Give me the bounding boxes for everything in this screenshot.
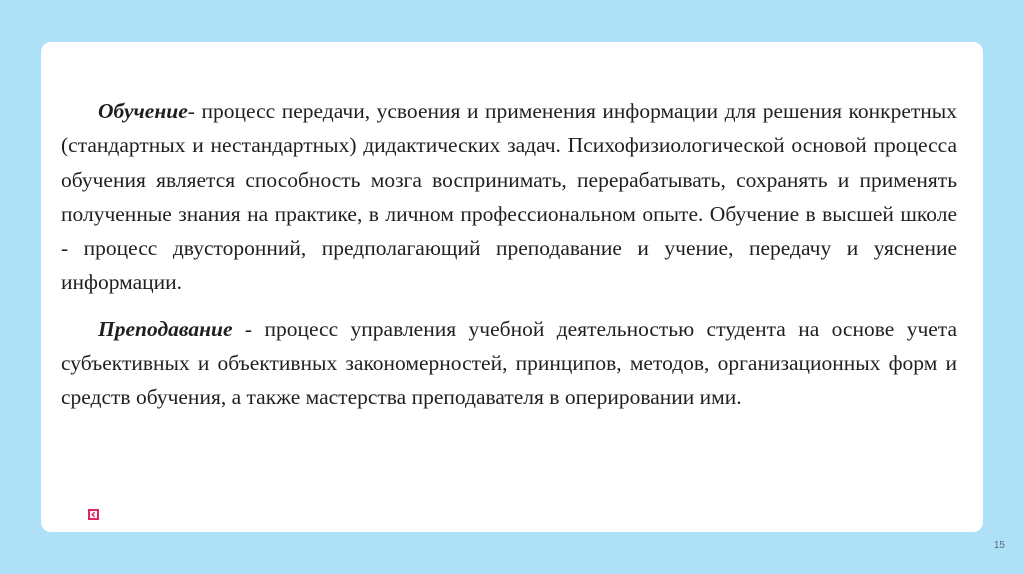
- definition-learning-text: - процесс передачи, усвоения и применения информации для решения конкретных (стандартных и нестандартных) дидактических задач. Психофизиологической основой процесса обучения является способность мозга воспринимать, перерабатывать, сохранять и применять полученные знания на практике, в личном профессиональном опыте. Обучение в высшей школе - процесс двусторонний, предполагающий преподавание и учение, передачу и уяснение информации.: [61, 99, 957, 295]
- definition-teaching-text: - процесс управления учебной деятельностью студента на основе учета субъективных и объективных закономерностей, принципов, методов, организационных форм и средств обучения, а также мастерства преподавателя в оперировании ими.: [61, 316, 957, 410]
- slide-card: [41, 42, 983, 532]
- term-learning: Обучение: [98, 99, 188, 123]
- slide-text: [61, 94, 957, 415]
- definition-teaching: [61, 312, 957, 415]
- page-number: 15: [993, 540, 1005, 551]
- chevron-left-icon: [90, 511, 97, 518]
- term-teaching: Преподавание: [98, 316, 233, 341]
- back-arrow-icon[interactable]: [88, 509, 99, 520]
- definition-learning: [61, 94, 957, 300]
